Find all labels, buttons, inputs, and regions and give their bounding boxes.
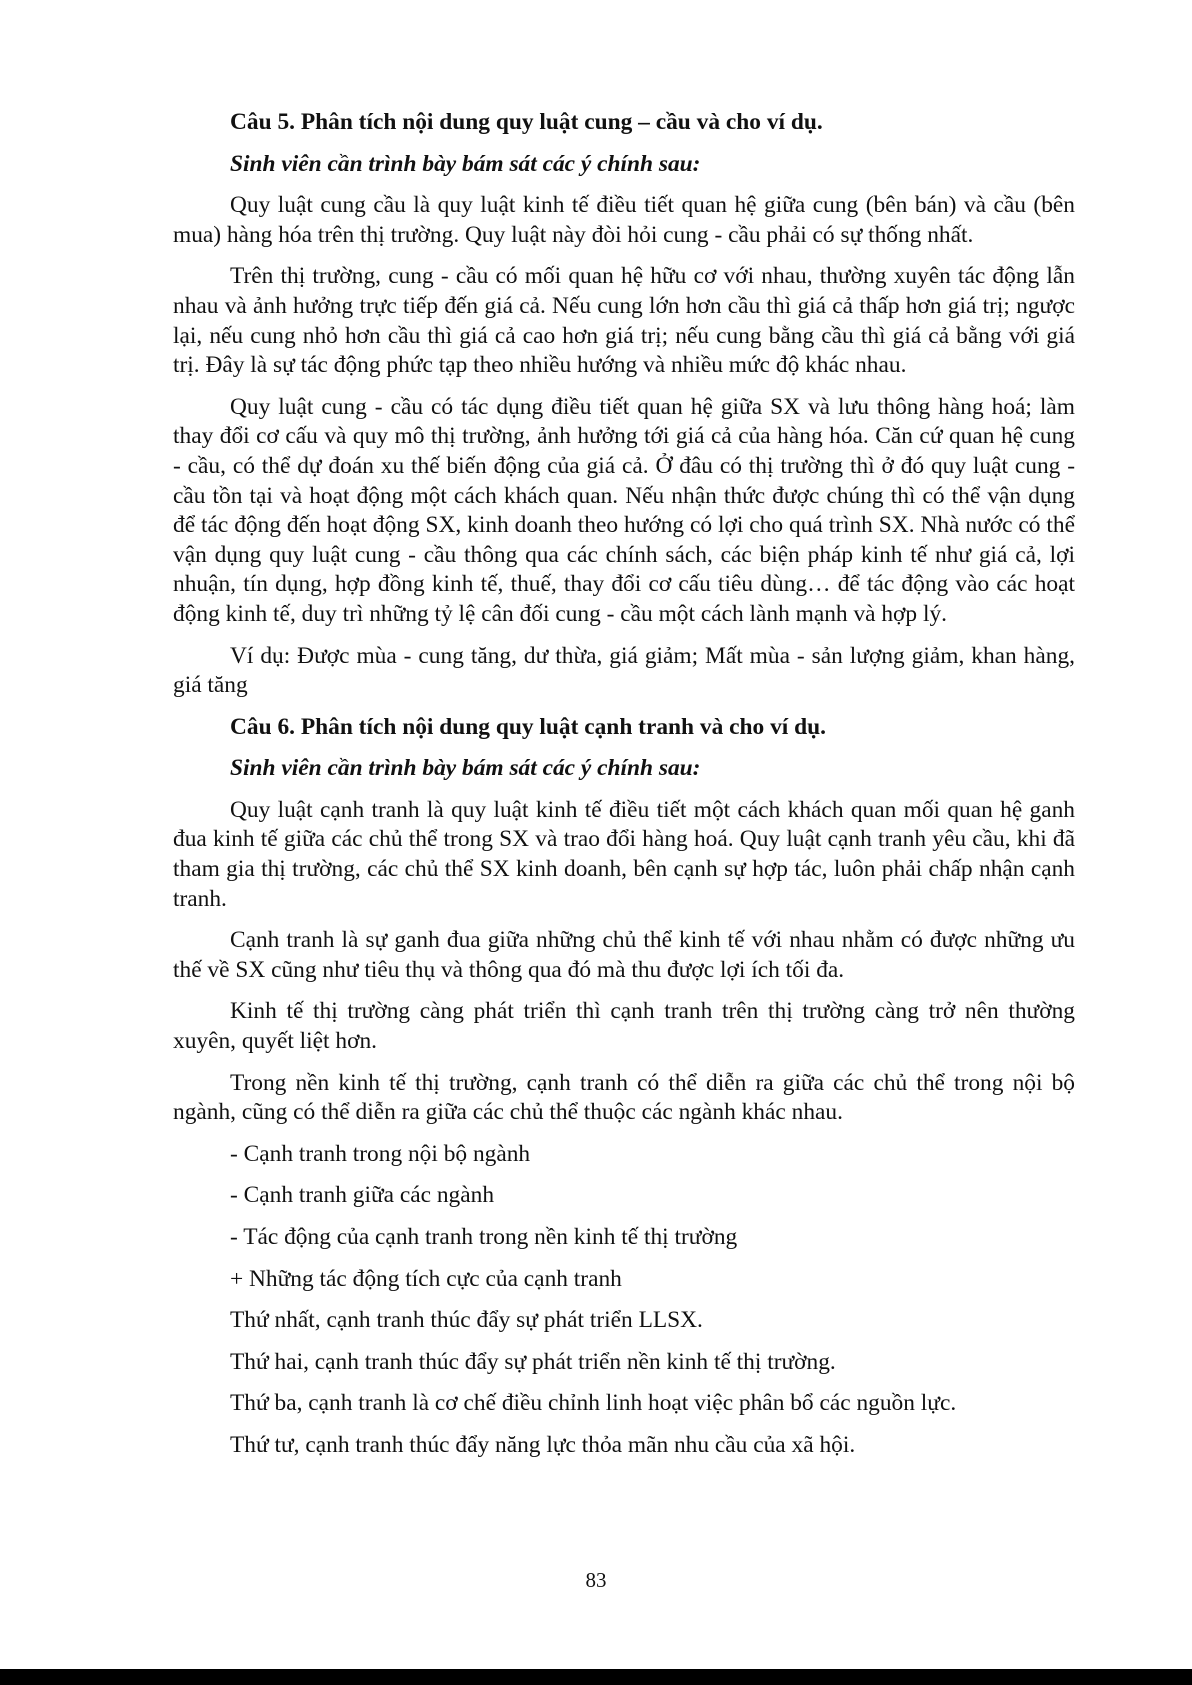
- question-6-instruction: Sinh viên cần trình bày bám sát các ý chính sau:: [230, 755, 701, 782]
- list-item: - Cạnh tranh giữa các ngành: [230, 1182, 495, 1209]
- list-item: Thứ nhất, cạnh tranh thúc đẩy sự phát triển LLSX.: [230, 1307, 703, 1334]
- list-item: - Cạnh tranh trong nội bộ ngành: [230, 1140, 531, 1167]
- list-item: - Tác động của cạnh tranh trong nền kinh tế thị trường: [230, 1224, 738, 1250]
- question-5-paragraph-3: Quy luật cung - cầu có tác dụng điều tiết quan hệ giữa SX và lưu thông hàng hoá; làm thay đổi cơ cấu và quy mô thị trường, ảnh hưởng tới giá cả của hàng hóa. Căn cứ quan hệ cung - cầu, có thể dự đoán xu thế biến động của giá cả. Ở đâu có thị trường thì ở đó quy luật cung - cầu tồn tại và hoạt động một cách khách quan. Nếu nhận thức được chúng thì có thể vận dụng để tác động đến hoạt động SX, kinh doanh theo hướng có lợi cho quá trình SX. Nhà nước có thể vận dụng quy luật cung - cầu thông qua các chính sách, các biện pháp kinh tế như giá cả, lợi nhuận, tín dụng, hợp đồng kinh tế, thuế, thay đổi cơ cấu tiêu dùng… để tác động vào các hoạt động kinh tế, duy trì những tỷ lệ cân đối cung - cầu một cách lành mạnh và hợp lý.: [173, 393, 1075, 627]
- question-5-title: Câu 5. Phân tích nội dung quy luật cung – cầu và cho ví dụ.: [230, 109, 823, 135]
- question-6-paragraph-2: Cạnh tranh là sự ganh đua giữa những chủ thể kinh tế với nhau nhằm có được những ưu thế về SX cũng như tiêu thụ và thông qua đó mà thu được lợi ích tối đa.: [173, 927, 1075, 983]
- list-item: Thứ hai, cạnh tranh thúc đẩy sự phát triển nền kinh tế thị trường.: [230, 1348, 836, 1375]
- question-6-title: Câu 6. Phân tích nội dung quy luật cạnh tranh và cho ví dụ.: [230, 713, 826, 740]
- list-item: Thứ ba, cạnh tranh là cơ chế điều chỉnh linh hoạt việc phân bổ các nguồn lực.: [230, 1390, 957, 1417]
- document-page: [173, 108, 1075, 1473]
- question-6-paragraph-1: Quy luật cạnh tranh là quy luật kinh tế điều tiết một cách khách quan mối quan hệ ganh đua kinh tế giữa các chủ thể trong SX và trao đổi hàng hoá. Quy luật cạnh tranh yêu cầu, khi đã tham gia thị trường, các chủ thể SX kinh doanh, bên cạnh sự hợp tác, luôn phải chấp nhận cạnh tranh.: [173, 796, 1075, 912]
- page-number: 83: [585, 1568, 607, 1592]
- question-5-example: Ví dụ: Được mùa - cung tăng, dư thừa, giá giảm; Mất mùa - sản lượng giảm, khan hàng, giá tăng: [173, 642, 1075, 699]
- question-6-paragraph-4: Trong nền kinh tế thị trường, cạnh tranh có thể diễn ra giữa các chủ thể trong nội bộ ngành, cũng có thể diễn ra giữa các chủ thể thuộc các ngành khác nhau.: [173, 1069, 1075, 1126]
- list-item: + Những tác động tích cực của cạnh tranh: [230, 1265, 622, 1292]
- bottom-border: [0, 1669, 1192, 1685]
- question-5-instruction: Sinh viên cần trình bày bám sát các ý chính sau:: [230, 150, 701, 177]
- question-5-paragraph-2: Trên thị trường, cung - cầu có mối quan hệ hữu cơ với nhau, thường xuyên tác động lẫn nhau và ảnh hưởng trực tiếp đến giá cả. Nếu cung lớn hơn cầu thì giá cả thấp hơn giá trị; ngược lại, nếu cung nhỏ hơn cầu thì giá cả cao hơn giá trị; nếu cung bằng cầu thì giá cả bằng với giá trị. Đây là sự tác động phức tạp theo nhiều hướng và nhiều mức độ khác nhau.: [173, 263, 1075, 379]
- question-6-paragraph-3: Kinh tế thị trường càng phát triển thì cạnh tranh trên thị trường càng trở nên thường xuyên, quyết liệt hơn.: [173, 998, 1075, 1055]
- list-item: Thứ tư, cạnh tranh thúc đẩy năng lực thỏa mãn nhu cầu của xã hội.: [230, 1431, 856, 1458]
- question-5-paragraph-1: Quy luật cung cầu là quy luật kinh tế điều tiết quan hệ giữa cung (bên bán) và cầu (bên mua) hàng hóa trên thị trường. Quy luật này đòi hỏi cung - cầu phải có sự thống nhất.: [173, 192, 1075, 248]
